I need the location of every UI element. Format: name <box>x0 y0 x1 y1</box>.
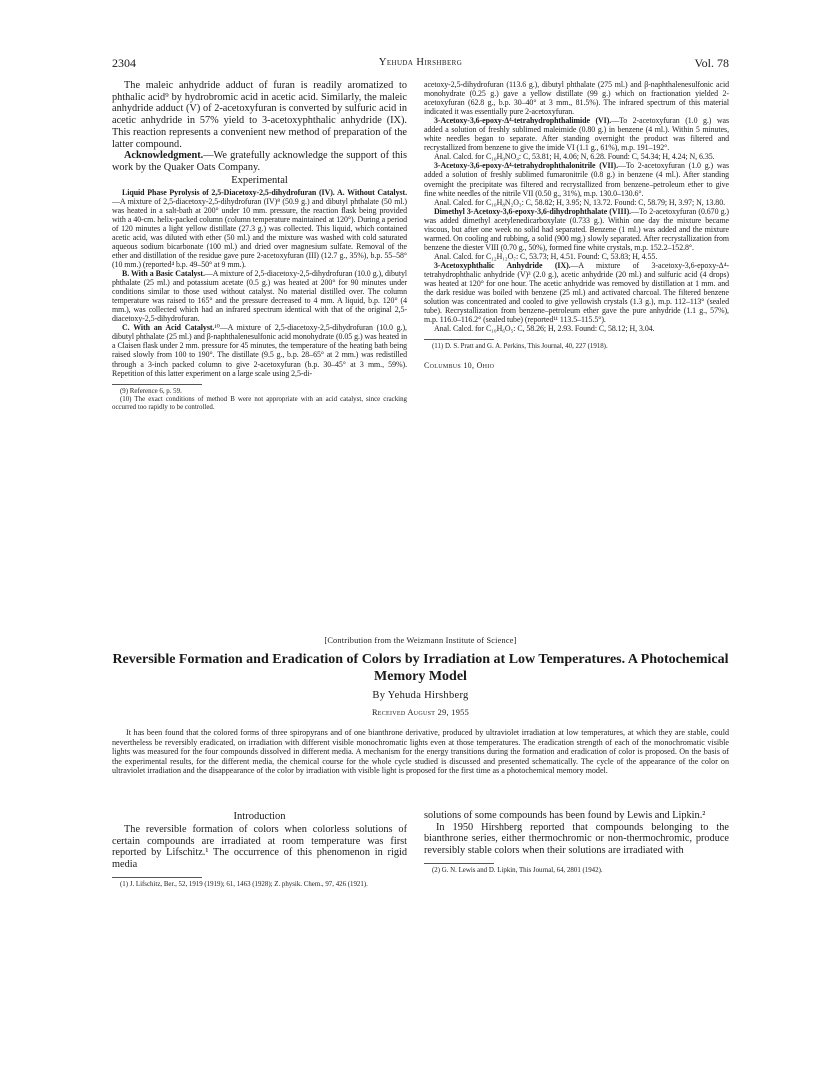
acid-catalyst-heading: C. With an Acid Catalyst. <box>122 323 215 333</box>
intro-paragraph-2: In 1950 Hirshberg reported that compounds belonging to the bianthrone series, either thermochromic or non-thermochromic, produce reversibly stable colors when their solutions are irradiated with <box>424 821 729 857</box>
acid-catalyst-footnote-ref: ¹⁰ <box>214 323 220 333</box>
right-column-bottom <box>424 810 729 875</box>
analysis-ix: Anal. Calcd. for C₁₀H₆O₅: C, 58.26; H, 2.93. Found: C, 58.12; H, 3.04. <box>434 324 655 334</box>
diester-viii-text: —To 2-acetoxyfuran (0.670 g.) was added dimethyl acetylenedicarboxylate (0.733 g.). Within one day the mixture became viscous, but after one week no solid had separated. Benzene (1 ml.) was added and the mixture warmed. On cooling and rubbing, a solid (900 mg.) slowly separated. After recrystallization from benzene the diester VIII (0.70 g., 50%), formed fine white crystals, m.p. 152.2–152.8°. <box>424 206 729 252</box>
analysis-viii: Anal. Calcd. for C₁₂H₁₂O₇: C, 53.73; H, 4.51. Found: C, 53.83; H, 4.55. <box>434 251 658 261</box>
paragraph-acid-catalyst <box>112 323 407 377</box>
analysis-vi: Anal. Calcd. for C₁₀H₉NO₄: C, 53.81; H, 4.06; N, 6.28. Found: C, 54.34; H, 4.24; N, 6.35. <box>434 152 715 162</box>
footnote-10: (10) The exact conditions of method B were not appropriate with an acid catalyst, since cracking occurred too rapidly to be controlled. <box>112 395 407 412</box>
nitrile-vii-text: —To 2-acetoxyfuran (1.0 g.) was added a solution of freshly sublimed fumaronitrile (0.8 g.) in benzene (4 ml.). After standing overnight the precipitate was filtered and recrystallized from benzene–petroleum ether to give fine white needles of the nitrile VII (0.50 g., 31%), m.p. 130.0–130.6°. <box>424 161 729 198</box>
running-header <box>112 56 729 72</box>
abstract: It has been found that the colored forms of three spiropyrans and of one bianthrone derivative, produced by ultraviolet irradiation at low temperatures, at which they are stable, could nevertheless be reversibly eradicated, on irradiation with different visible monochromatic lights even at those temperatures. The eradication strength of each of the monochromatic visible lights was measured for the four compounds dissolved in different media. A mechanism for the energy transitions during the formation and eradication of color is proposed. On the basis of the experimental results, for the different media, the chemical course for the whole cycle studied is discussed and presented schematically. The cycle of the appearance of the color on ultraviolet irradiation and the disappearance of the color by irradiation with visible light is proposed for the first time as a photochemical memory model. <box>112 728 729 776</box>
author-location: Columbus 10, Ohio <box>424 360 495 370</box>
right-column-top <box>424 80 729 370</box>
diester-viii-heading: Dimethyl 3-Acetoxy-3,6-epoxy-3,6-dihydrophthalate (VIII). <box>434 206 632 216</box>
nitrile-vii-heading: 3-Acetoxy-3,6-epoxy-Δ⁴-tetrahydrophthalonitrile (VII). <box>434 161 619 171</box>
imide-vi-text: —To 2-acetoxyfuran (1.0 g.) was added a solution of freshly sublimed maleimide (0.80 g.) in benzene (4 ml.). Within 5 minutes, white needles began to separate. After standing overnight the product was filtered and recrystallized from benzene to give the imide VI (1.1 g., 61%), m.p. 191–192°. <box>424 116 729 153</box>
footnote-rule-bottom-right <box>424 863 494 864</box>
paragraph-imide-vi <box>424 116 729 152</box>
footnote-rule-right <box>424 339 494 340</box>
paragraph-anhydride-ix <box>424 261 729 324</box>
left-column-bottom <box>112 810 407 889</box>
paragraph-aromatization: The maleic anhydride adduct of furan is readily aromatized to phthalic acid⁹ by hydrobromic acid in acetic acid. Similarly, the maleic anhydride adduct (V) of 2-acetoxyfuran is converted by sulfuric acid in acetic anhydride in 57% yield to 3-acetoxyphthalic anhydride (IX). This reaction represents a convenient new method of preparation of the latter compound. <box>112 80 407 150</box>
contribution-line: [Contribution from the Weizmann Institute of Science] <box>324 636 517 645</box>
acid-catalyst-text: —A mixture of 2,5-diacetoxy-2,5-dihydrofuran (10.0 g.), dibutyl phthalate (25 ml.) and β-naphthalenesulfonic acid monohydrate (0.05 g.) was heated in a Claisen flask under 2 mm. pressure for 45 minutes, the temperature of the heating bath being raised slowly from 100 to 190°. The distillate (9.5 g., b.p. 28–65° at 2 mm.) was redistilled through a 3-inch packed column to give 2-acetoxyfuran (b.p. 30–45° at 3 mm., 59%). Repetition of this latter experiment on a large scale using 2,5-di- <box>112 323 407 378</box>
paragraph-basic-catalyst <box>112 269 407 323</box>
running-author: Yehuda Hirshberg <box>378 57 463 68</box>
paragraph-nitrile-vii <box>424 161 729 197</box>
paragraph-large-scale: acetoxy-2,5-dihydrofuran (113.6 g.), dibutyl phthalate (275 ml.) and β-naphthalenesulfonic acid monohydrate (0.25 g.) gave a yellow distillate (99 g.) which on fractionation yielded 2-acetoxyfuran (62.8 g., b.p. 30–40° at 3 mm., 81.5%). The infrared spectrum of this material indicated it was essentially pure 2-acetoxyfuran. <box>424 80 729 117</box>
paragraph-diester-viii <box>424 207 729 252</box>
volume-label: Vol. 78 <box>694 56 729 70</box>
basic-catalyst-text: —A mixture of 2,5-diacetoxy-2,5-dihydrofuran (10.0 g.), dibutyl phthalate (25 ml.) and potassium acetate (0.5 g.) was heated at 200° for 90 minutes under conditions similar to those used without catalyst. No material distilled over. The column temperature was raised to 165° and the pressure decreased to 4 mm. A liquid, b.p. 120° (4 mm.), was collected which had an infrared spectrum identical with that of the original 2,5-diacetoxy-2,5-dihydrofuran. <box>112 269 407 324</box>
anhydride-ix-heading: 3-Acetoxyphthalic Anhydride (IX). <box>434 260 571 270</box>
intro-paragraph-1: The reversible formation of colors when colorless solutions of certain compounds are irradiated at room temperature was first reported by Lifschitz.¹ The occurrence of this phenomenon in rigid media <box>112 824 407 871</box>
article-title: Reversible Formation and Eradication of Colors by Irradiation at Low Temperatures. A Photochemical Memory Model <box>112 652 729 684</box>
ack-text: —We gratefully acknowledge the support of this work by the Quaker Oats Company. <box>112 150 407 173</box>
anhydride-ix-text: —A mixture of 3-acetoxy-3,6-epoxy-Δ⁴-tetrahydrophthalic anhydride (V)³ (2.0 g.), acetic anhydride (20 ml.) and sulfuric acid (4 drops) was heated at 120° for one hour. The acetic anhydride was removed by distillation at 1 mm. and the dark residue was boiled with benzene (25 ml.) and activated charcoal. The filtered benzene solution was concentrated and cooled to give yellowish crystals (1.3 g.), m.p. 112–113° (sealed tube). Recrystallization from benzene–petroleum ether gave the pure anhydride (1.1 g., 57%), m.p. 116.0–116.2° (sealed tube) (reported¹¹ 113.5–115.5°). <box>424 260 729 325</box>
footnote-rule <box>112 384 202 385</box>
page-number: 2304 <box>112 56 136 70</box>
footnote-11: (11) D. S. Pratt and G. A. Perkins, This Journal, 40, 227 (1918). <box>432 343 608 351</box>
experimental-heading: Experimental <box>231 174 288 186</box>
footnote-2: (2) G. N. Lewis and D. Lipkin, This Journal, 64, 2801 (1942). <box>432 866 603 874</box>
basic-catalyst-heading: B. With a Basic Catalyst. <box>122 269 205 279</box>
left-column-top <box>112 80 407 413</box>
received-date: Received August 29, 1955 <box>371 708 470 717</box>
ack-heading: Acknowledgment. <box>124 150 204 162</box>
footnote-1: (1) J. Lifschitz, Ber., 52, 1919 (1919); 61, 1463 (1928); Z. physik. Chem., 97, 426 (1921). <box>120 880 368 888</box>
liquid-pyrolysis-text: —A mixture of 2,5-diacetoxy-2,5-dihydrofuran (IV)⁸ (50.9 g.) and dibutyl phthalate (50 ml.) was heated in a salt-bath at 200° under 10 mm. pressure, the reaction flask being provided with a 40-cm. helix-packed column (column temperature maintained at 120°). During a period of 120 minutes a light yellow distillate (27.3 g.) was collected. This liquid, which contained acetic acid, was diluted with ether (50 ml.) and the mixture was washed with cold saturated aqueous sodium bicarbonate (100 ml.) and dried over magnesium sulfate. Removal of the ether and distillation of the residue gave pure 2-acetoxyfuran (III) (12.7 g., 35%), b.p. 55–58° (10 mm.) (reported⁴ b.p. 49–50° at 9 mm.). <box>112 196 407 269</box>
article-byline: By Yehuda Hirshberg <box>372 690 469 701</box>
imide-vi-heading: 3-Acetoxy-3,6-epoxy-Δ⁴-tetrahydrophthalimide (VI). <box>434 116 612 126</box>
paragraph-acknowledgment <box>112 150 407 173</box>
introduction-heading: Introduction <box>233 811 286 822</box>
footnote-rule-bottom <box>112 877 202 878</box>
liquid-pyrolysis-heading: Liquid Phase Pyrolysis of 2,5-Diacetoxy-2,5-dihydrofuran (IV). A. Without Catalyst. <box>122 187 407 197</box>
footnote-9: (9) Reference 6, p. 59. <box>120 387 182 395</box>
paragraph-liquid-pyrolysis <box>112 188 407 269</box>
analysis-vii: Anal. Calcd. for C₁₀H₈N₂O₃: C, 58.82; H, 3.95; N, 13.72. Found: C, 58.79; H, 3.97; N, 13.80. <box>434 197 726 207</box>
intro-paragraph-1-cont: solutions of some compounds has been found by Lewis and Lipkin.² <box>424 810 706 821</box>
